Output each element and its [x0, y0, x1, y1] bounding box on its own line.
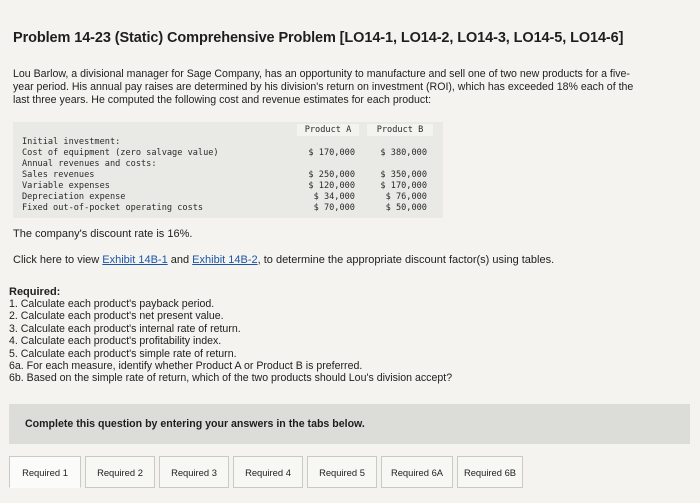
value-sales-b: $ 350,000 [380, 170, 427, 180]
tab-required-6a[interactable]: Required 6A [381, 456, 453, 488]
row-label-fixed-costs: Fixed out-of-pocket operating costs [22, 203, 204, 213]
problem-intro [13, 68, 697, 107]
row-label-variable-expenses: Variable expenses [22, 181, 110, 191]
problem-title: Problem 14-23 (Static) Comprehensive Problem [LO14-1, LO14-2, LO14-3, LO14-5, LO14-6] [13, 30, 624, 46]
instructions-banner [9, 404, 690, 444]
intro-line: year period. His annual pay raises are determined by his division's return on investment (ROI), which has exceeded 18% each of the [13, 81, 634, 93]
intro-line: Lou Barlow, a divisional manager for Sage Company, has an opportunity to manufacture and sell one of two new products for a five- [13, 68, 630, 80]
required-item: 6a. For each measure, identify whether Product A or Product B is preferred. [9, 360, 363, 373]
required-heading: Required: [9, 286, 61, 298]
column-header-product-a: Product A [297, 124, 359, 136]
required-list [9, 298, 452, 385]
click-prefix: Click here to view [13, 254, 103, 266]
value-variable-b: $ 170,000 [380, 181, 427, 191]
answer-tabs [9, 456, 690, 492]
column-header-product-b: Product B [367, 124, 433, 136]
tab-required-6b[interactable]: Required 6B [457, 456, 523, 488]
row-label-annual-revenues: Annual revenues and costs: [22, 159, 157, 169]
required-item: 4. Calculate each product's profitability index. [9, 335, 222, 348]
tab-required-4[interactable]: Required 4 [233, 456, 303, 488]
required-item: 1. Calculate each product's payback period. [9, 298, 215, 310]
value-depreciation-a: $ 34,000 [313, 192, 355, 202]
exhibit-14b-1-link[interactable]: Exhibit 14B-1 [102, 254, 168, 266]
value-fixed-b: $ 50,000 [385, 203, 427, 213]
discount-rate-text: The company's discount rate is 16%. [13, 228, 193, 240]
value-fixed-a: $ 70,000 [313, 203, 355, 213]
click-and: and [167, 254, 193, 266]
row-label-initial-investment: Initial investment: [22, 137, 121, 147]
required-item: 2. Calculate each product's net present value. [9, 310, 224, 323]
cost-revenue-table [13, 122, 443, 218]
exhibit-14b-2-link[interactable]: Exhibit 14B-2 [192, 254, 258, 266]
required-item: 5. Calculate each product's simple rate of return. [9, 347, 237, 360]
tab-required-5[interactable]: Required 5 [307, 456, 377, 488]
row-label-cost-of-equipment: Cost of equipment (zero salvage value) [22, 148, 219, 158]
row-label-sales-revenues: Sales revenues [22, 170, 95, 180]
value-variable-a: $ 120,000 [308, 181, 355, 191]
required-item: 6b. Based on the simple rate of return, which of the two products should Lou's division accept? [9, 372, 453, 385]
value-equipment-b: $ 380,000 [380, 148, 427, 158]
banner-text: Complete this question by entering your answers in the tabs below. [25, 418, 365, 430]
value-sales-a: $ 250,000 [308, 170, 355, 180]
row-label-depreciation-expense: Depreciation expense [22, 192, 126, 202]
intro-line: last three years. He computed the following cost and revenue estimates for each product: [13, 94, 432, 106]
tab-required-1[interactable]: Required 1 [9, 456, 81, 488]
tab-required-2[interactable]: Required 2 [85, 456, 155, 488]
required-item: 3. Calculate each product's internal rate of return. [9, 322, 241, 335]
tab-required-3[interactable]: Required 3 [159, 456, 229, 488]
value-depreciation-b: $ 76,000 [385, 192, 427, 202]
click-suffix: , to determine the appropriate discount factor(s) using tables. [257, 254, 555, 266]
value-equipment-a: $ 170,000 [308, 148, 355, 158]
exhibit-instructions [13, 254, 554, 266]
